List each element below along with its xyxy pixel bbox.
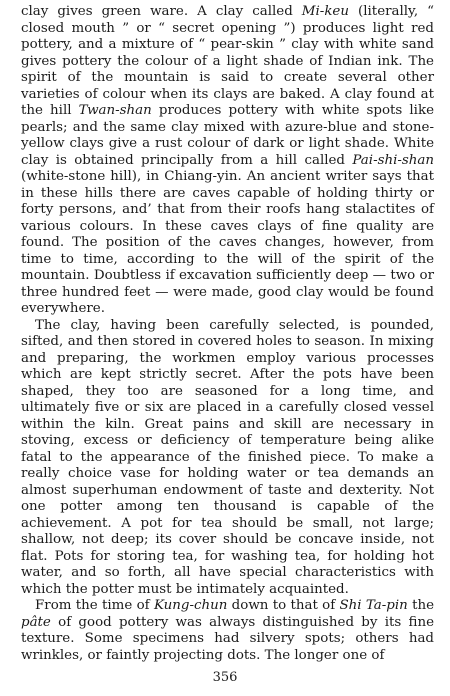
italic-term: pâte	[21, 614, 51, 630]
text-run: (literally, “ closed mouth ” or “ secret opening ”) produces light red pottery, and a mixture of “ pear-skin ” clay with white sand gives pottery the colour of a light shade of Indian ink. The spirit of the mountain is said to create several other varieties of colour when its clays are baked. A clay found at the hill	[21, 4, 434, 118]
paragraph	[21, 318, 434, 599]
text-run: From the time of	[35, 598, 154, 613]
text-run: of good pottery was always distinguished by its fine texture. Some specimens had silvery spots; others had wrinkles, or faintly projecting dots. The longer one of	[21, 614, 434, 663]
text-run: down to that of	[227, 598, 340, 613]
paragraph	[21, 4, 434, 318]
text-run: produces pottery with white spots like pearls; and the same clay mixed with azure-blue and stone-yellow clays give a rust colour of dark or light shade. White clay is obtained principally from a hill called	[21, 103, 435, 168]
paragraph	[21, 598, 434, 664]
text-run: The clay, having been carefully selected, is pounded, sifted, and then stored in covered holes to season. In mixing and preparing, the workmen employ various processes which are kept strictly secret. After the pots have been shaped, they too are seasoned for a long time, and ultimately five or six are placed in a carefully closed vessel within the kiln. Great pains and skill are necessary in stoving, excess or deficiency of temperature being alike fatal to the appearance of the finished piece. To make a really choice vase for holding water or tea demands an almost superhuman endowment of taste and dexterity. Not one potter among ten thousand is capable of the achievement. A pot for tea should be small, not large; shallow, not deep; its cover should be concave inside, not flat. Pots for storing tea, for washing tea, for holding hot water, and so forth, all have special characteristics with which the potter must be intimately acquainted.	[21, 317, 434, 597]
body-text	[21, 4, 434, 664]
italic-term: Kung-chun	[153, 598, 228, 613]
italic-term: Pai-shi-shan	[352, 152, 434, 168]
italic-term: Shi Ta-pin	[339, 598, 408, 613]
text-run: the	[407, 598, 435, 613]
page-number: 356	[212, 670, 238, 685]
text-run: clay gives green ware. A clay called	[21, 4, 302, 19]
text-run: (white-stone hill), in Chiang-yin. An ancient writer says that in these hills there are caves capable of holding thirty or forty persons, and’ that from their roofs hang stalactites of various colours. In these caves clays of fine quality are found. The position of the caves changes, however, from time to time, according to the will of the spirit of the mountain. Doubtless if excavation sufficiently deep — two or three hundred feet — were made, good clay would be found everywhere.	[21, 169, 434, 316]
italic-term: Twan-shan	[78, 103, 152, 118]
italic-term: Mi-keu	[301, 4, 349, 19]
